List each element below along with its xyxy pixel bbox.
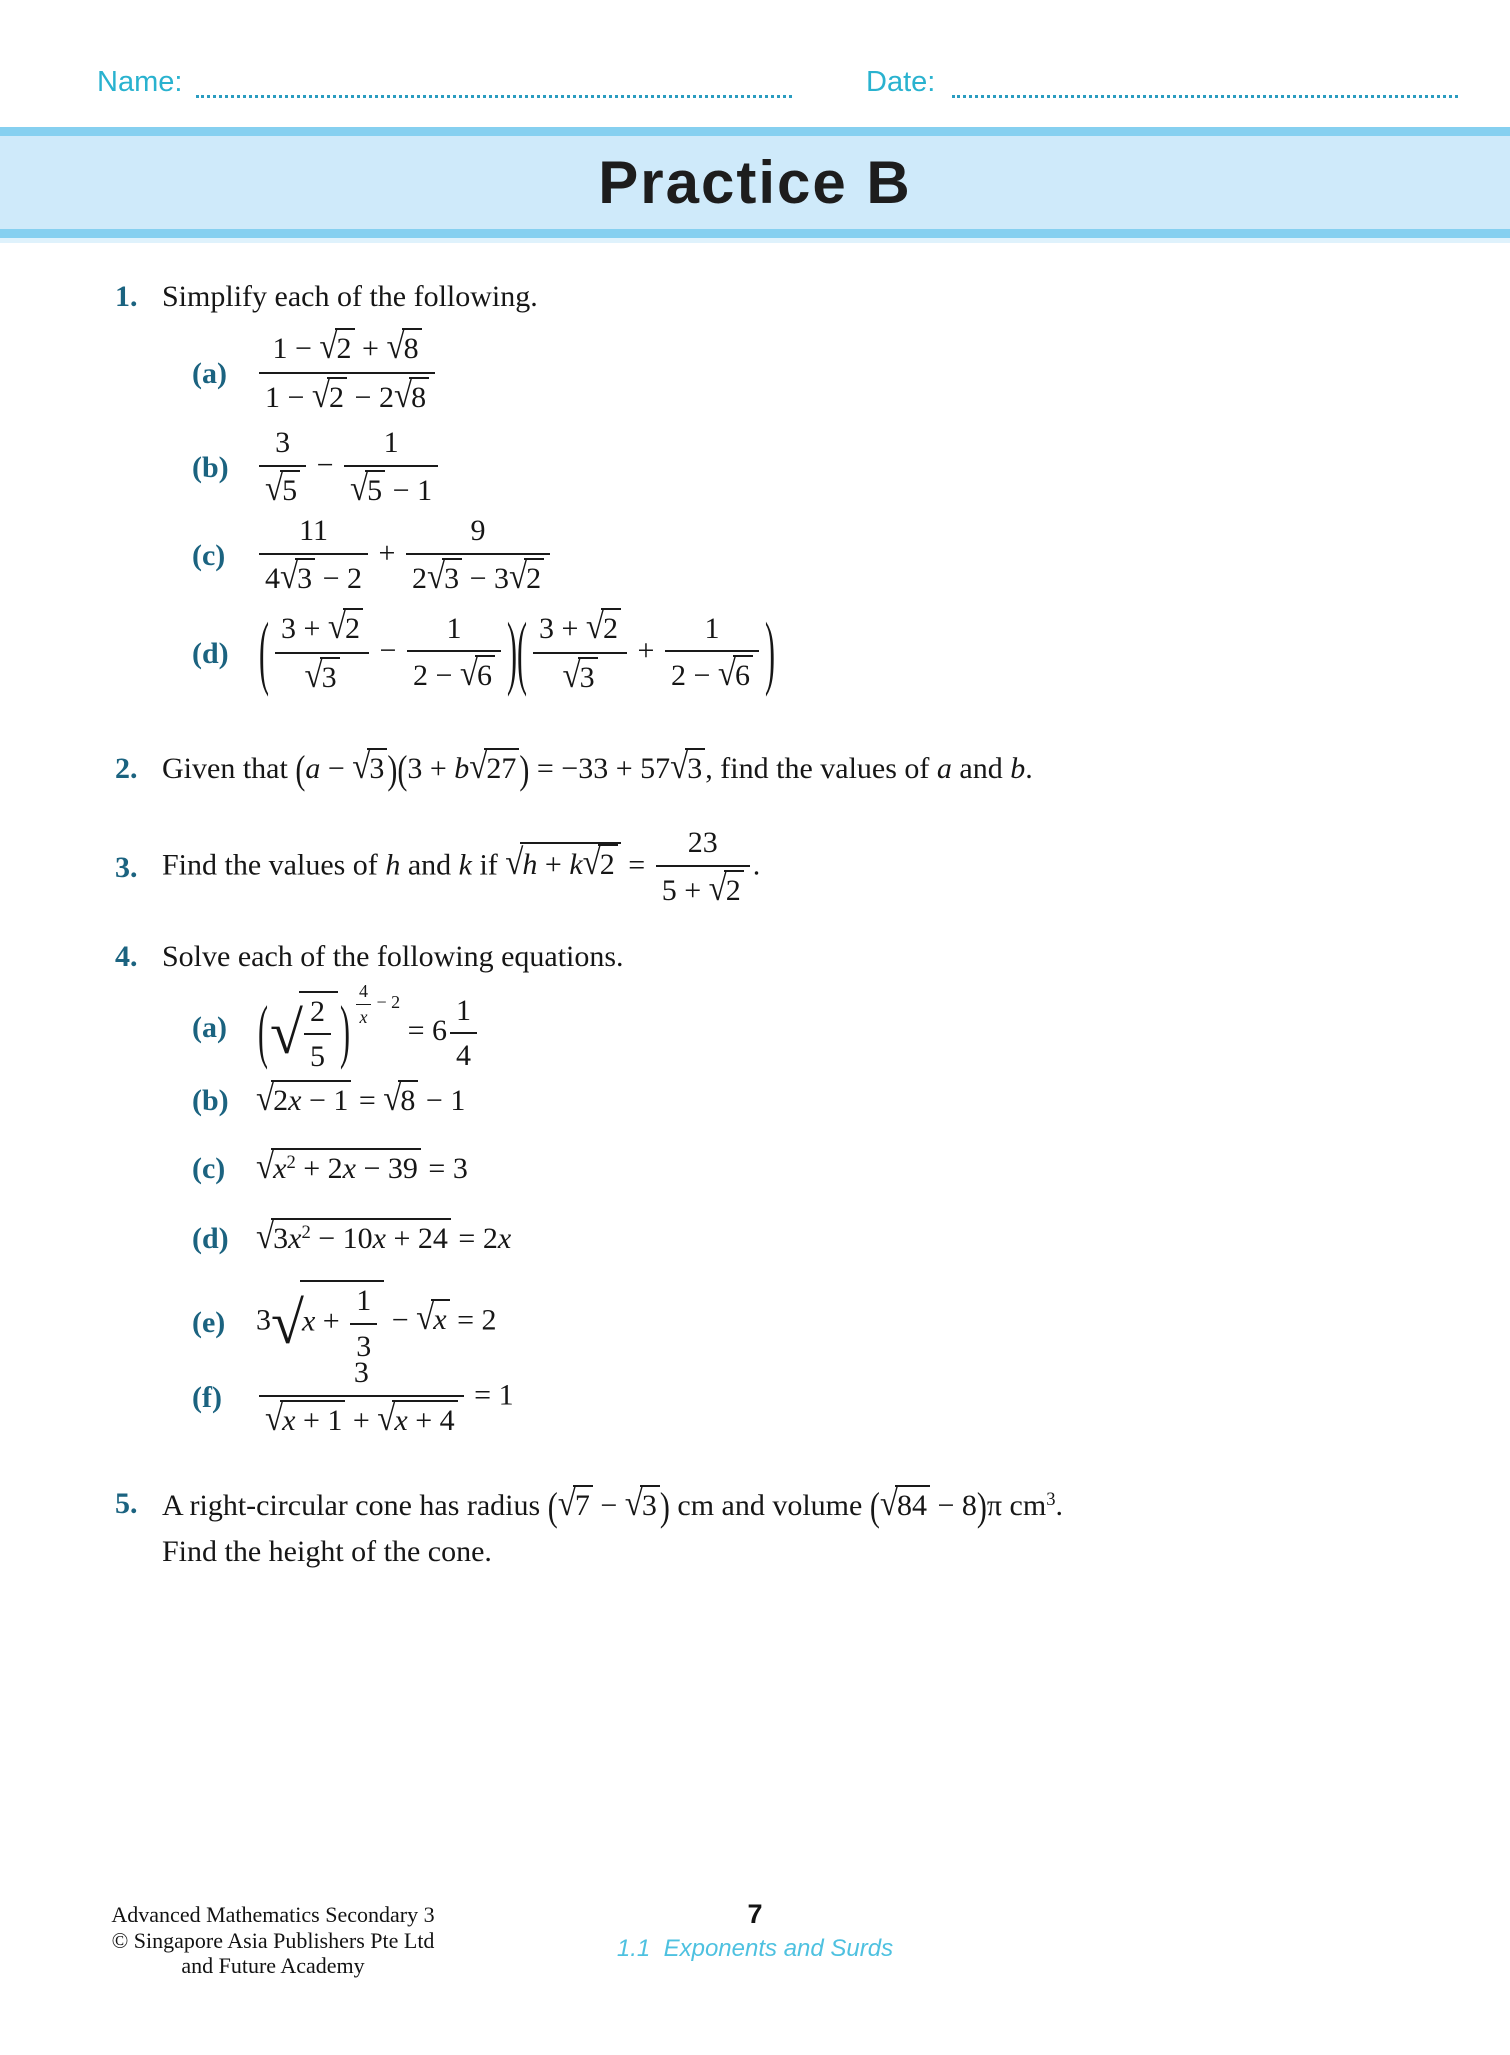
paren: ( [547,1485,558,1530]
text: − 2 [315,561,363,595]
question-number: 4. [115,940,138,973]
part-label: (c) [192,1151,226,1185]
variable: x [288,1222,302,1255]
text: = 3 [420,1152,468,1185]
text: − 1 [301,1084,349,1117]
variable: x [301,1304,316,1338]
fraction [259,512,368,599]
date-label: Date: [866,66,936,98]
text: 3 [273,1222,289,1255]
part-label: (f) [192,1380,222,1414]
footer-line: and Future Academy [181,1953,365,1979]
operator: = [620,848,653,882]
denominator [533,654,627,698]
text: = 1 [466,1378,514,1412]
variable: x [282,1403,296,1437]
radical-sign: √ [562,656,581,697]
fraction [304,993,331,1076]
radical-sign: √ [256,1079,275,1119]
numerator [533,608,627,654]
radical-sign: √ [585,607,605,647]
radical-sign: √ [708,868,727,909]
radical-sign: √ [311,376,331,417]
radicand: 2 [524,558,544,598]
sqrt [558,1485,593,1526]
text: − 2 [371,992,401,1013]
operator: + [630,634,662,668]
variable: x [394,1403,408,1437]
pi-symbol: π [986,1489,1003,1522]
denominator [407,652,501,696]
expression [256,328,438,419]
q5-line-2: Find the height of the cone. [162,1534,492,1568]
footer-line: © Singapore Asia Publishers Pte Ltd [111,1927,435,1953]
fraction [259,328,435,419]
radical-sign: √ [377,1398,396,1439]
radicand: 3 [578,657,598,697]
numerator: 1 [407,610,501,653]
variable: x [288,1084,302,1117]
radical-sign: √ [280,556,299,597]
page-title: Practice B [598,149,912,216]
q1-part-d [192,608,778,699]
part-label: (c) [192,538,226,572]
variable: k [569,848,583,882]
sqrt [469,748,519,789]
radical-sign: √ [509,556,528,597]
variable: h [385,848,401,882]
radicand: 5 [365,470,385,510]
q4-part-b [192,1080,465,1121]
radical-sign: √ [352,747,371,787]
part-label: (d) [192,1221,229,1255]
expression [256,424,441,511]
radicand: 84 [895,1485,930,1525]
radicand [280,1400,345,1440]
question-2 [115,747,1033,793]
text: . [1055,1489,1063,1522]
part-label: (b) [192,1083,229,1117]
sqrt [271,1280,384,1365]
sqrt [586,608,621,649]
part-label: (a) [192,1011,227,1045]
variable: x [433,1303,447,1337]
radicand: 2 [598,844,618,884]
radical-sign: √ [879,1484,898,1524]
fraction [344,424,438,511]
paren: ( [869,1485,880,1530]
part-label: (b) [192,450,229,484]
numerator: 2 [304,993,331,1036]
practice-banner [0,136,1510,229]
radicand [392,1400,457,1440]
operator: + [371,536,403,570]
radical-sign: √ [350,468,369,509]
q1-part-c [192,512,553,599]
superscript: 3 [1046,1488,1056,1510]
radical-sign: √ [426,556,446,597]
fraction [656,824,750,911]
superscript: 2 [286,1151,296,1173]
variable: b [454,752,470,785]
denominator: x [359,1006,368,1027]
radical-sign: √ [505,843,524,884]
question-number: 3. [115,850,138,884]
name-fill-line [196,95,792,98]
radical-sign: √ [327,607,347,647]
expression [256,980,480,1076]
text: + [354,332,387,365]
expression [256,1354,514,1441]
page-number: 7 [747,1899,763,1929]
sqrt [880,1485,930,1526]
sqrt [319,328,354,369]
text: . [1025,752,1033,785]
text: if [471,848,506,882]
radical-sign: √ [459,654,479,695]
radicand [271,1080,351,1120]
radicand: 7 [573,1485,593,1525]
radicand [520,842,620,885]
sqrt [256,1080,351,1121]
text: A right-circular cone has radius [162,1489,548,1522]
paren: )( [387,748,408,793]
radicand: 2 [343,608,363,648]
part-label: (a) [192,356,227,390]
operator: + [537,848,570,882]
denominator [259,467,306,511]
text: − 1 [418,1084,466,1117]
banner-stripe-top [0,127,1510,136]
numerator: 4 [356,980,371,1005]
text: 1 − [265,381,312,415]
text: + 24 [386,1222,448,1255]
question-text: Simplify each of the following. [162,280,538,313]
banner-substripe [0,238,1510,243]
q5-line-1 [162,1484,1063,1530]
sqrt [265,1400,345,1441]
operator: + [345,1403,378,1437]
section-label: 1.1 Exponents and Surds [616,1935,894,1962]
question-text [162,1485,1063,1570]
variable: x [342,1152,356,1185]
part-label: (d) [192,636,229,670]
text: − 8 [929,1489,977,1522]
operator: − [320,752,353,785]
text: , find the values of [705,752,937,785]
numerator: 11 [259,512,368,555]
sqrt [427,558,462,599]
paren: ) [659,1485,670,1530]
denominator: 5 [309,1040,325,1074]
operator: − [384,1303,417,1337]
text: = 2 [450,1222,498,1255]
radicand: 3 [295,558,315,598]
operator: − [372,634,404,668]
question-text: Solve each of the following equations. [162,940,624,973]
text: 6 [432,1014,448,1048]
question-number: 2. [115,752,138,785]
sqrt [625,1485,660,1526]
paren: ) [339,993,350,1072]
sqrt [304,657,339,698]
expression [256,1148,468,1189]
radicand: 5 [280,470,300,510]
radicand [271,1148,421,1188]
radicand: 27 [484,748,519,788]
expression [256,608,778,699]
radicand [271,1218,451,1258]
fraction [665,610,759,697]
denominator: 4 [456,1039,472,1073]
expression [256,512,553,599]
q4-part-a [192,980,480,1076]
radical-sign: √ [265,468,284,509]
date-fill-line [952,95,1458,98]
sqrt [280,558,315,599]
operator: − [309,448,342,482]
paren: ) [765,607,776,698]
q4-part-e [192,1280,496,1365]
text: cm [1002,1489,1047,1522]
denominator [259,1397,464,1441]
numerator: 1 [344,424,438,467]
sqrt [460,655,495,696]
variable: k [458,848,472,882]
sqrt [256,1148,421,1189]
radical-sign: √ [624,1484,643,1524]
denominator: 3 [356,1329,372,1363]
denominator [259,555,368,599]
paren: ( [259,607,269,698]
variable: h [522,848,538,882]
radical-sign: √ [319,327,338,367]
sqrt [386,328,421,369]
text: − 1 [385,473,433,507]
fraction [356,980,371,1028]
text: 3 + [407,752,455,785]
sqrt [670,748,705,789]
sqrt [377,1400,457,1441]
question-1 [115,278,538,316]
fraction [407,610,501,697]
expression [256,1280,496,1365]
question-text [162,747,1033,793]
sqrt [509,558,544,599]
fraction [259,424,306,511]
text: 2 [411,561,427,595]
text: 3 + [281,612,328,645]
radical-sign: √ [670,747,689,787]
sqrt [394,377,429,418]
denominator [259,374,435,418]
variable: x [372,1222,386,1255]
variable: b [1010,752,1026,785]
text: − 3 [462,561,510,595]
text: 4 [265,561,280,595]
text: 5 + [661,873,709,907]
text: . [752,848,761,882]
fraction [259,1354,464,1441]
radicand: 8 [402,328,422,368]
q4-part-f [192,1354,514,1441]
radicand: 6 [733,655,753,695]
question-number: 1. [115,280,138,313]
q4-part-c [192,1148,468,1189]
text: = 2 [449,1303,497,1337]
text: 2 − [670,659,718,693]
fraction [406,512,550,599]
text: 2 [273,1084,289,1117]
denominator [275,654,369,698]
sqrt [352,748,387,789]
exponent [355,980,400,1028]
radical-sign: √ [271,1289,304,1356]
sqrt [312,377,347,418]
fraction [275,608,369,699]
expression [256,1080,465,1121]
sqrt [256,1218,451,1259]
variable: a [936,752,952,785]
radicand: 3 [640,1485,660,1525]
sqrt [718,655,753,696]
denominator [665,652,759,696]
text: 1 − [272,332,320,365]
variable: a [305,752,321,785]
text: Given that [162,752,296,785]
radical-sign: √ [256,1147,275,1187]
sqrt [328,608,363,649]
fraction [450,992,477,1075]
text: and [400,848,459,882]
radical-sign: √ [416,1298,435,1339]
paren: ) [976,1485,987,1530]
superscript: 2 [301,1221,311,1243]
variable: x [273,1152,287,1185]
text: Find the values of [162,848,386,882]
numerator: 1 [450,992,477,1035]
paren: ) [519,748,530,793]
radical-sign: √ [270,1000,303,1067]
sqrt [583,844,618,885]
operator: = [400,1014,433,1048]
text: + 1 [295,1403,343,1437]
q1-part-b [192,424,441,511]
sqrt [350,470,385,511]
question-number: 5. [115,1487,138,1520]
text: − 39 [356,1152,418,1185]
radical-sign: √ [582,843,601,884]
part-label: (e) [192,1305,226,1339]
sqrt [270,991,338,1076]
text: 3 + [539,612,586,645]
text: + 2 [295,1152,343,1185]
banner-stripe-bottom [0,229,1510,238]
radical-sign: √ [469,747,488,787]
sqrt [383,1080,418,1121]
text: = −33 + 57 [529,752,671,785]
numerator [275,608,369,654]
radicand: 2 [327,377,347,417]
radical-sign: √ [304,656,323,697]
question-4 [115,938,624,976]
numerator [259,328,435,374]
radicand [299,991,338,1076]
variable: x [497,1222,512,1255]
text: 3 [256,1303,271,1337]
numerator: 3 [259,424,306,467]
radical-sign: √ [386,327,405,367]
radicand: 8 [409,377,429,417]
fraction [533,608,627,699]
radicand: 8 [398,1080,418,1120]
paren: )( [507,607,527,698]
footer-line: Advanced Mathematics Secondary 3 [111,1902,435,1927]
sqrt [416,1299,449,1340]
sqrt [265,470,300,511]
question-3 [115,824,760,911]
sqrt [562,657,597,698]
text: − 10 [310,1222,373,1255]
radicand: 3 [685,748,705,788]
radical-sign: √ [717,654,737,695]
expression [256,1218,511,1259]
numerator: 3 [259,1354,464,1397]
radicand: 3 [442,558,462,598]
radicand [300,1280,384,1365]
denominator [406,555,550,599]
text: and [951,752,1011,785]
radicand: 3 [367,748,387,788]
fraction [350,1282,377,1365]
name-label: Name: [97,66,183,98]
sqrt [709,870,744,911]
radicand: 2 [601,608,621,648]
numerator: 9 [406,512,550,555]
radical-sign: √ [393,376,413,417]
question-5 [115,1485,1063,1570]
paren: ( [295,748,306,793]
q1-part-a [192,328,438,419]
radical-sign: √ [557,1484,576,1524]
radical-sign: √ [265,1398,284,1439]
question-text [162,824,760,911]
text: cm and volume [669,1489,870,1522]
radicand: 2 [335,328,355,368]
q4-part-d [192,1218,511,1259]
numerator: 1 [350,1282,377,1325]
radical-sign: √ [383,1079,402,1119]
denominator [344,467,438,511]
sqrt [505,842,621,885]
paren: ( [258,993,268,1072]
denominator [656,867,750,911]
numerator: 23 [656,824,750,867]
radicand: 3 [320,657,340,697]
numerator: 1 [665,610,759,653]
operator: − [592,1489,625,1522]
text: 2 − [412,659,460,693]
text: − 2 [347,381,394,415]
operator: = [351,1084,384,1117]
radicand: 2 [724,870,744,910]
radical-sign: √ [256,1217,275,1257]
text: + 4 [407,1403,455,1437]
operator: + [315,1304,348,1338]
radicand: 6 [475,655,495,695]
